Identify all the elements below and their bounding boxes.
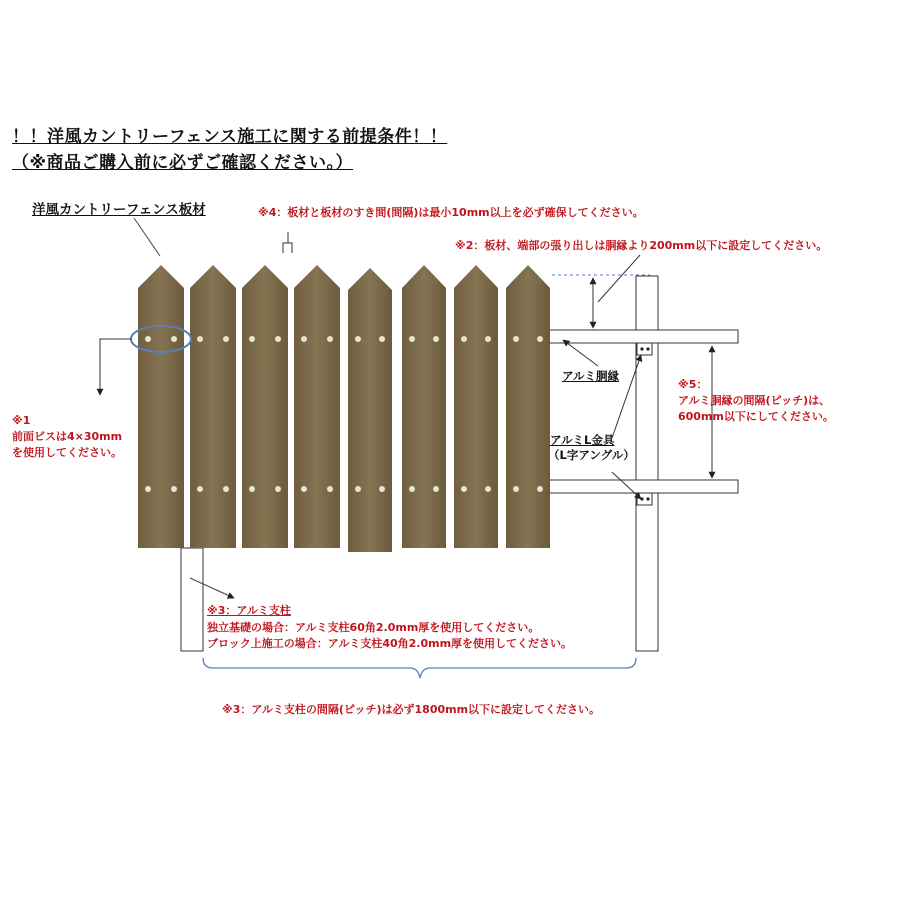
bracket-label-line2: （L字アングル） xyxy=(548,448,635,462)
note1-line3: を使用してください。 xyxy=(12,446,122,459)
rail-label-leader xyxy=(563,340,598,366)
fence-board-3 xyxy=(242,265,288,548)
board-name-label: 洋風カントリーフェンス板材 xyxy=(32,202,206,218)
note5-line3: 600mm以下にしてください。 xyxy=(678,410,834,423)
fence-board-4 xyxy=(294,265,340,548)
note2-leader xyxy=(598,255,640,302)
aluminum-rail-bottom xyxy=(530,480,738,493)
note1-line2: 前面ビスは4×30mm xyxy=(12,430,123,443)
l-bracket-top xyxy=(637,343,652,355)
aluminum-post-left xyxy=(181,548,203,651)
fence-board-6 xyxy=(402,265,446,548)
rail-label: アルミ胴縁 xyxy=(562,369,620,383)
page-title-line2: （※商品ご購入前に必ずご確認ください。） xyxy=(12,153,354,173)
note2-overhang-text: ※2：板材、端部の張り出しは胴縁より200mm以下に設定してください。 xyxy=(455,239,828,252)
note3-pitch-text: ※3：アルミ支柱の間隔(ピッチ)は必ず1800mm以下に設定してください。 xyxy=(222,703,601,716)
fence-board-8 xyxy=(506,265,550,548)
bracket-label-line1: アルミL金具 xyxy=(550,433,615,447)
note5-line2: アルミ胴縁の間隔(ピッチ)は、 xyxy=(678,394,831,407)
note3-line2: ブロック上施工の場合：アルミ支柱40角2.0mm厚を使用してください。 xyxy=(207,637,573,650)
note5-head: ※5： xyxy=(678,378,708,391)
note1-leader xyxy=(100,339,132,395)
note3-line1: 独立基礎の場合：アルミ支柱60角2.0mm厚を使用してください。 xyxy=(207,621,540,634)
note1-head: ※1 xyxy=(12,414,31,427)
fence-board-2 xyxy=(190,265,236,548)
post-pitch-brace xyxy=(203,658,636,678)
fence-boards xyxy=(138,265,550,552)
fence-board-1 xyxy=(138,265,184,548)
note3-head: ※3：アルミ支柱 xyxy=(207,604,291,617)
page-title-line1: ！！洋風カントリーフェンス施工に関する前提条件！！ xyxy=(12,127,448,147)
l-bracket-bottom xyxy=(637,493,652,505)
fence-board-7 xyxy=(454,265,498,548)
aluminum-rail-top xyxy=(530,330,738,343)
gap-bracket xyxy=(283,243,292,253)
fence-board-5 xyxy=(348,268,392,552)
board-name-leader xyxy=(134,218,160,256)
note4-gap-text: ※4：板材と板材のすき間(間隔)は最小10mm以上を必ず確保してください。 xyxy=(258,206,644,219)
